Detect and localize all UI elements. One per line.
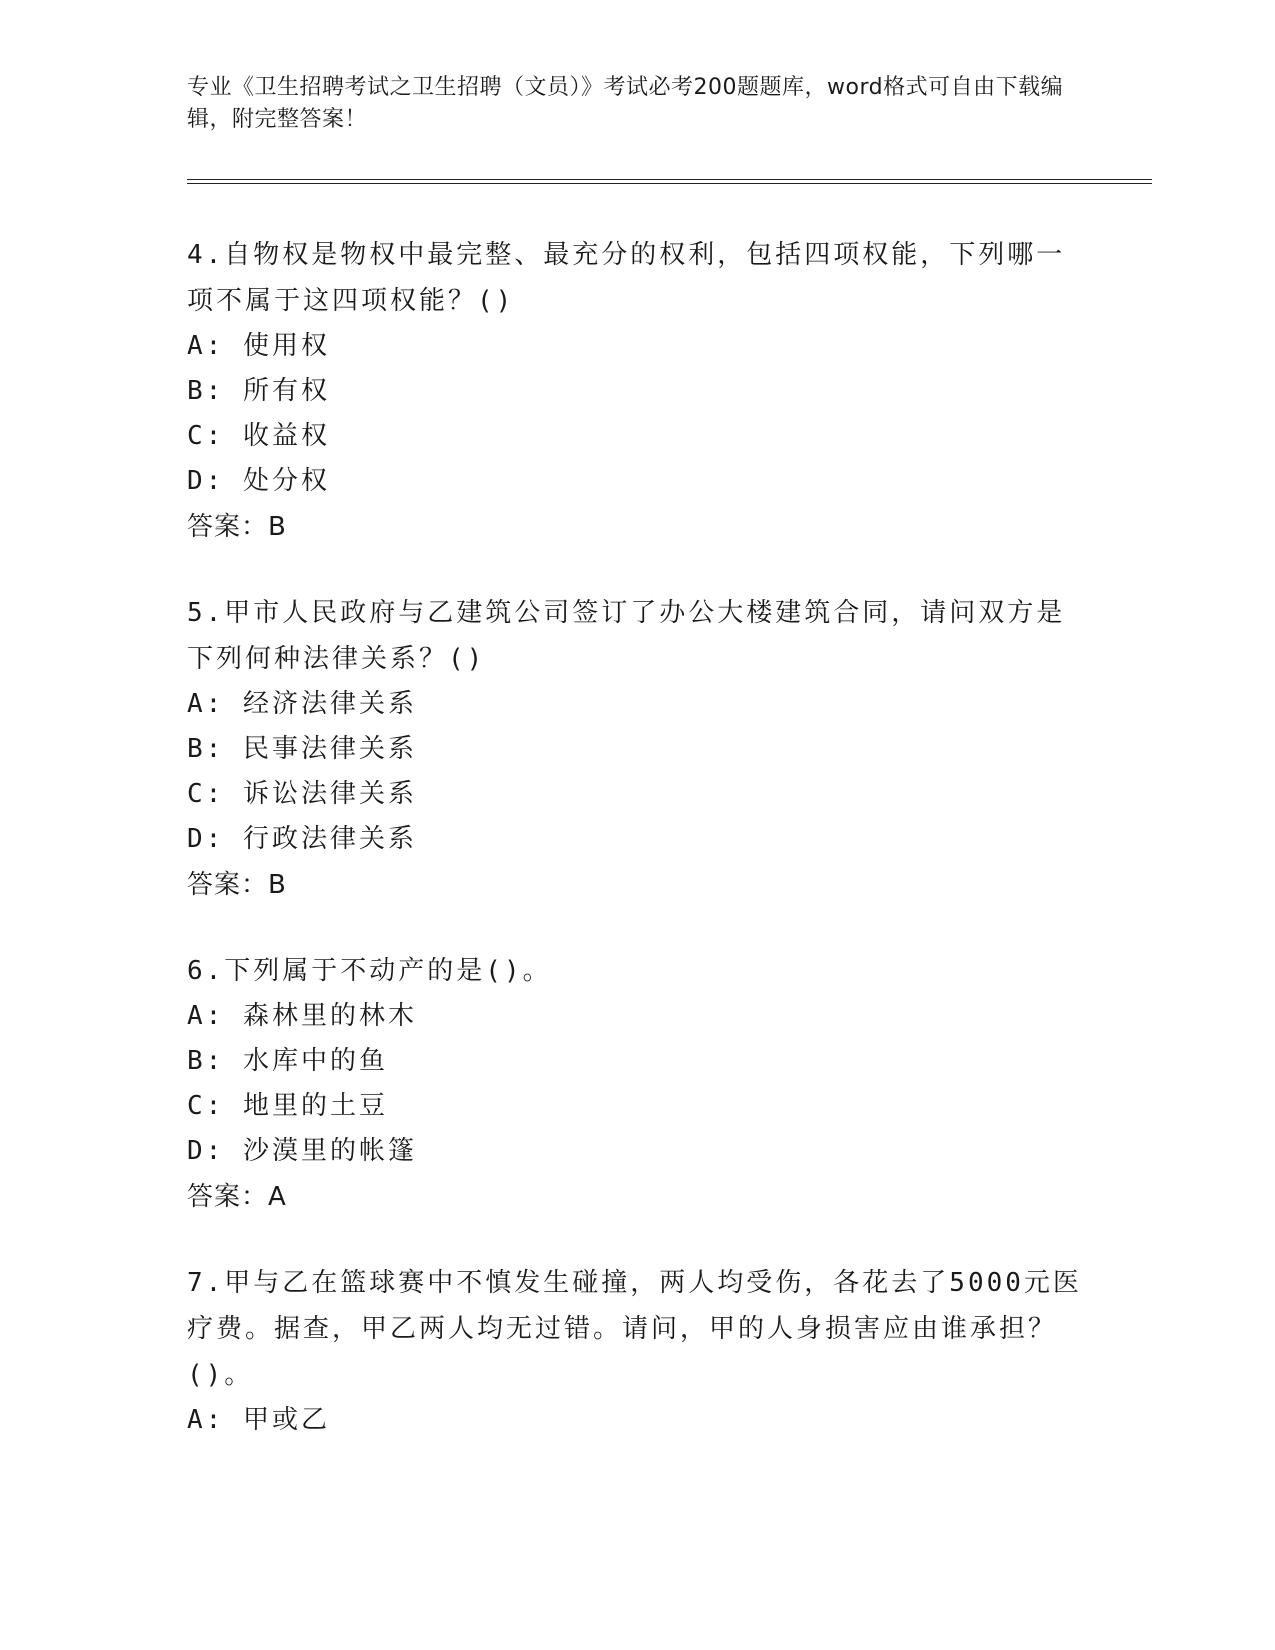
answer-line: 答案：B [187,512,287,542]
option-b: B: 所有权 [187,376,330,406]
option-d: D: 行政法律关系 [187,824,417,854]
question-5 [187,590,1087,908]
option-b: B: 水库中的鱼 [187,1046,388,1076]
option-d: D: 沙漠里的帐篷 [187,1136,417,1166]
document-header: 专业《卫生招聘考试之卫生招聘（文员）》考试必考200题题库，word格式可自由下载编辑，附完整答案！ [187,75,1064,132]
question-stem: 6.下列属于不动产的是()。 [187,956,552,986]
header-divider-bottom [187,183,1152,184]
option-d: D: 处分权 [187,466,330,496]
option-c: C: 收益权 [187,421,330,451]
question-list [187,232,1087,1483]
option-a: A: 经济法律关系 [187,689,417,719]
option-b: B: 民事法律关系 [187,734,417,764]
option-a: A: 使用权 [187,331,330,361]
question-4 [187,232,1087,550]
question-stem: 7.甲与乙在篮球赛中不慎发生碰撞，两人均受伤，各花去了5000元医疗费。据查，甲乙两人均无过错。请问，甲的人身损害应由谁承担？()。 [187,1268,1082,1390]
header-divider-top [187,179,1152,180]
question-7 [187,1260,1087,1443]
question-stem: 4.自物权是物权中最完整、最充分的权利，包括四项权能，下列哪一项不属于这四项权能？() [187,240,1066,316]
question-6 [187,948,1087,1220]
answer-line: 答案：A [187,1182,287,1212]
answer-line: 答案：B [187,870,287,900]
question-stem: 5.甲市人民政府与乙建筑公司签订了办公大楼建筑合同，请问双方是下列何种法律关系？() [187,598,1066,674]
option-a: A: 甲或乙 [187,1405,330,1435]
option-c: C: 诉讼法律关系 [187,779,417,809]
option-a: A: 森林里的林木 [187,1001,417,1031]
option-c: C: 地里的土豆 [187,1091,388,1121]
